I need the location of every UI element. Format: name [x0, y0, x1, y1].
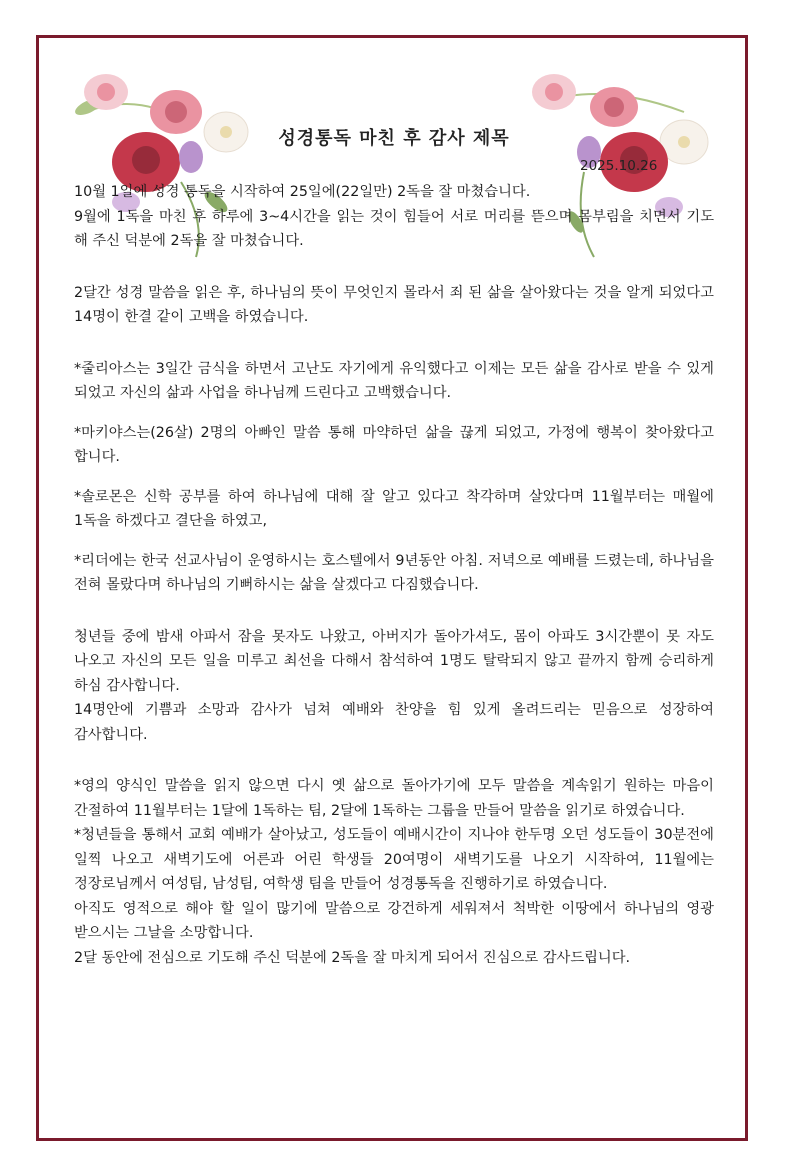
testimony-item: *리더에는 한국 선교사님이 운영하시는 호스텔에서 9년동안 아침. 저녁으로 예배를 드렸는데, 하나님을 전혀 몰랐다며 하나님의 기뻐하시는 삶을 살겠다고 다짐했습니다. — [74, 552, 714, 593]
testimony-item: *청년들을 통해서 교회 예배가 살아났고, 성도들이 예배시간이 지나야 한두명 오던 성도들이 30분전에 일찍 나오고 새벽기도에 어른과 어린 학생들 20여명이 새벽기도를 나오기 시작하여, 11월에는 정장로님께서 여성팀, 남성팀, 여학생 팀을 만들어 성경통독을 진행하기로 하였습니다. — [74, 827, 714, 892]
testimony-item: *영의 양식인 말씀을 읽지 않으면 다시 옛 삶으로 돌아가기에 모두 말씀을 계속읽기 원하는 마음이 간절하여 11월부터는 1달에 1독하는 팀, 2달에 1독하는 그룹을 만들어 말씀을 읽기로 하였습니다. — [74, 778, 714, 819]
document-title: 성경통독 마친 후 감사 제목 — [278, 128, 510, 149]
paragraph: 아직도 영적으로 해야 할 일이 많기에 말씀으로 강건하게 세워져서 척박한 이땅에서 하나님의 영광 받으시는 그날을 소망합니다. — [74, 900, 714, 941]
paragraph: 청년들 중에 밤새 아파서 잠을 못자도 나왔고, 아버지가 돌아가셔도, 몸이 아파도 3시간뿐이 못 자도 나오고 자신의 모든 일을 미루고 최선을 다해서 참석하여 1명도 탈락되지 않고 끝까지 함께 승리하게 하심 감사합니다. — [74, 628, 714, 694]
paragraph: 14명안에 기쁨과 소망과 감사가 넘쳐 예배와 찬양을 힘 있게 올려드리는 믿음으로 성장하여 감사합니다. — [74, 702, 714, 743]
paragraph: 2달간 성경 말씀을 읽은 후, 하나님의 뜻이 무엇인지 몰라서 죄 된 삶을 살아왔다는 것을 알게 되었다고 14명이 한결 같이 고백을 하였습니다. — [74, 284, 714, 325]
paragraph: 2달 동안에 전심으로 기도해 주신 덕분에 2독을 잘 마치게 되어서 진심으로 감사드립니다. — [74, 949, 631, 966]
document-date: 2025.10.26 — [580, 158, 658, 174]
testimony-item: *줄리아스는 3일간 금식을 하면서 고난도 자기에게 유익했다고 이제는 모든 삶을 감사로 받을 수 있게 되었고 자신의 삶과 사업을 하나님께 드린다고 고백했습니다. — [74, 360, 714, 401]
testimony-item: *마키야스는(26살) 2명의 아빠인 말씀 통해 마약하던 삶을 끊게 되었고, 가정에 행복이 찾아왔다고 합니다. — [74, 424, 714, 465]
paragraph: 10월 1일에 성경 통독을 시작하여 25일에(22일만) 2독을 잘 마쳤습니다. — [74, 184, 531, 200]
testimony-item: *솔로몬은 신학 공부를 하여 하나님에 대해 잘 알고 있다고 착각하며 살았다며 11월부터는 매월에 1독을 하겠다고 결단을 하였고, — [74, 488, 714, 529]
paragraph: 9월에 1독을 마친 후 하루에 3~4시간을 읽는 것이 힘들어 서로 머리를 뜯으며 몸부림을 치면서 기도 해 주신 덕분에 2독을 잘 마쳤습니다. — [74, 208, 714, 249]
document-body — [74, 180, 714, 970]
